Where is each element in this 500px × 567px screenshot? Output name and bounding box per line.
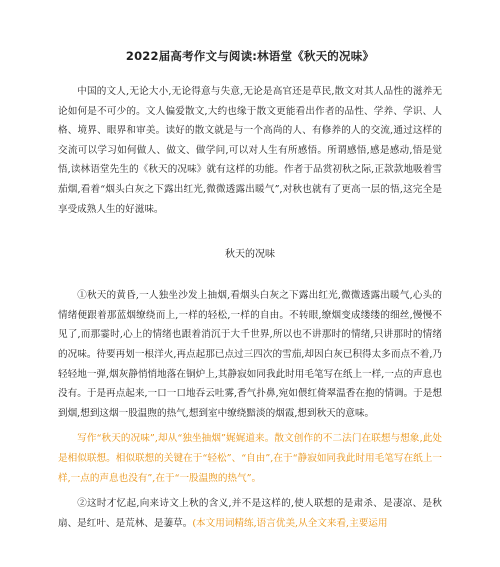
page-title: 2022届高考作文与阅读:林语堂《秋天的况味》	[125, 49, 375, 63]
essay-paragraph-1: ①秋天的黄昏,一人独坐沙发上抽烟,看烟头白灰之下露出红光,微微透露出暖气,心头的情绪便跟着那蓝烟缭绕而上,一样的轻松,一样的自由。不转眼,缭烟变成缕缕的细丝,慢慢不见了,而那霎时,心上的情绪也跟着消沉于大千世界,所以也不讲那时的情绪,只讲那时的情绪的况味。待要再划一根洋火,再点起那已点过三四次的雪茄,却因白灰已积得太多而点不着,乃轻轻地一弹,烟灰静悄悄地落在铜炉上,其静寂如同我此时用毛笔写在纸上一样,一点的声息也没有。于是再点起来,一口一口地吞云吐雾,香气扑鼻,宛如偎红倚翠温香在抱的情调。于是想到烟,想到这烟一股温煦的热气,想到室中缭绕黯淡的烟霞,想到秋天的意味。	[58, 290, 442, 419]
intro-paragraph: 中国的文人,无论大小,无论得意与失意,无论是高官还是草民,散文对其人品性的滋养无论如何是不可少的。文人偏爱散文,大约也缘于散文更能看出作者的品性、学养、学识、人格、境界、眼界和审美。读好的散文就是与一个高尚的人、有修养的人的交流,通过这样的交流可以学习如何做人、做文、做学问,可以对人生有所感悟。所谓感悟,感是感动,悟是觉悟,读林语堂先生的《秋天的况味》就有这样的功能。作者于品赏初秋之际,正款款地吸着雪茄烟,看着“烟头白灰之下露出红光,微微透露出暖气”,对秋也就有了更高一层的悟,这完全是享受成熟人生的好滋味。	[58, 86, 442, 215]
essay-paragraph-2-text: ②这时才忆起,向来诗文上秋的含义,并不是这样的,使人联想的是肃杀、是凄凉、是秋扇、是红叶、是荒林、是萋草。	[58, 498, 442, 529]
essay-subtitle: 秋天的况味	[225, 249, 275, 261]
essay-paragraph-2-annotation: (本文用词精练,语言优美,从全文来看,主要运用	[192, 517, 388, 529]
annotation-paragraph-1: 写作“秋天的况味”,却从“独坐抽烟”娓娓道来。散文创作的不二法门在联想与想象,此处是相似联想。相似联想的关键在于“轻松”、“自由”,在于“静寂如同我此时用毛笔写在纸上一样,一点的声息也没有”,在于“一股温煦的热气”。	[58, 433, 442, 484]
essay-paragraph-2	[58, 494, 442, 533]
